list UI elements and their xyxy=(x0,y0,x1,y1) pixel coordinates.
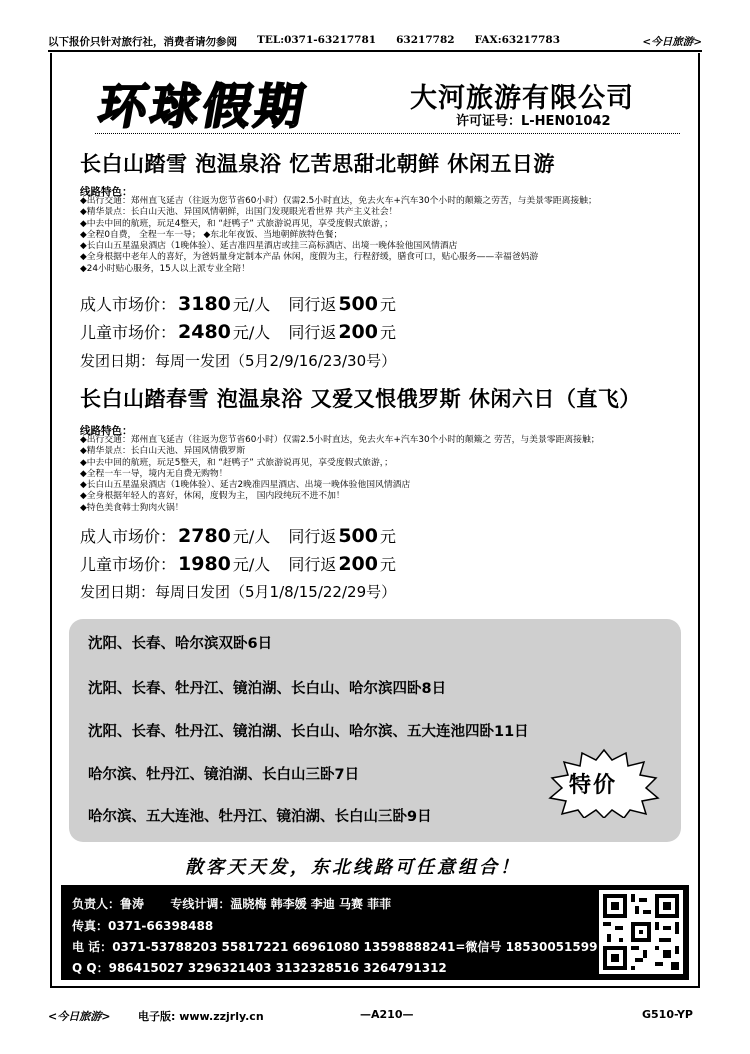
features-heading: 线路特色： xyxy=(80,425,133,437)
header-bar xyxy=(48,34,702,48)
qr-code-icon xyxy=(599,890,683,974)
feature-item: ◆出行交通：郑州直飞延吉（往返为您节省60小时）仅需2.5小时直达，免去火车+汽车30个小时的颠簸之劳苦，与美景零距离接触； xyxy=(80,196,597,206)
staff-row xyxy=(72,895,391,912)
company-name: 大河旅游有限公司 xyxy=(410,83,634,114)
contact-block xyxy=(61,885,689,980)
special-route-item: 沈阳、长春、哈尔滨双卧6日 xyxy=(88,636,273,652)
planners-label: 专线计调： xyxy=(170,897,231,911)
adult-rebate-unit: 元 xyxy=(380,527,397,546)
features-list xyxy=(80,196,597,275)
header-tel2: 63217782 xyxy=(396,34,455,46)
special-route-item: 沈阳、长春、牡丹江、镜泊湖、长白山、哈尔滨、五大连池四卧11日 xyxy=(88,724,529,740)
child-price-label: 儿童市场价： xyxy=(80,323,177,342)
child-price-value: 1980 xyxy=(178,553,231,575)
footer-tag: <今日旅游> xyxy=(48,1010,111,1023)
page-frame xyxy=(50,53,700,988)
notice-text: 以下报价只针对旅行社，消费者请勿参阅 xyxy=(48,36,237,48)
child-price-label: 儿童市场价： xyxy=(80,555,177,574)
adult-price-label: 成人市场价： xyxy=(80,527,177,546)
feature-item: ◆中去中回的航班，玩足5整天，和 “赶鸭子” 式旅游说再见，享受度假式旅游，； xyxy=(80,457,393,468)
fax-number: 0371-66398488 xyxy=(108,919,214,933)
phone-numbers: 0371-53788203 55817221 66961080 13598888241=微信号 18530051599 xyxy=(112,940,598,954)
dotted-divider xyxy=(95,133,680,134)
child-price-row xyxy=(80,320,396,343)
adult-price-unit: 元/人 xyxy=(232,527,271,546)
feature-item: ◆全程一车一导，境内无自费无购物！ xyxy=(80,468,228,479)
feature-item: ◆精华景点：长白山天池、异国风情朝鲜，出国门发现眼光看世界 共产主义社会！ xyxy=(80,207,398,218)
fax-label: 传真： xyxy=(72,919,109,933)
features-heading: 线路特色： xyxy=(80,186,133,198)
adult-rebate-value: 500 xyxy=(338,525,378,547)
feature-item: ◆全程0自费， 全程一车一导； ◆东北年夜饭、当地朝鲜族特色餐； xyxy=(80,229,343,240)
route-title: 长白山踏雪 泡温泉浴 忆苦思甜北朝鲜 休闲五日游 xyxy=(80,152,555,176)
special-route-item: 沈阳、长春、牡丹江、镜泊湖、长白山、哈尔滨四卧8日 xyxy=(88,681,447,697)
adult-price-row xyxy=(80,292,396,315)
adult-price-unit: 元/人 xyxy=(232,295,271,314)
child-rebate-value: 200 xyxy=(338,321,378,343)
adult-rebate-unit: 元 xyxy=(380,295,397,314)
child-price-unit: 元/人 xyxy=(232,555,271,574)
feature-item: ◆全身根据中老年人的喜好，为爸妈量身定制本产品 休闲，度假为主，行程舒缓，膳食可口，贴心服务——幸福爸妈游 xyxy=(80,252,539,263)
fax-row xyxy=(72,917,213,934)
manager-name: 鲁涛 xyxy=(120,897,145,911)
child-rebate-value: 200 xyxy=(338,553,378,575)
header-tag: <今日旅游> xyxy=(642,36,702,48)
feature-item: ◆出行交通：郑州直飞延吉（往返为您节省60小时）仅需2.5小时直达，免去火车+汽车30个小时的颠簸之 劳苦，与美景零距离接触； xyxy=(80,435,600,445)
phone-row xyxy=(72,938,597,955)
phone-label: 电 话： xyxy=(72,940,113,954)
header-rule xyxy=(48,50,702,52)
footer-website[interactable]: 电子版: www.zzjrly.cn xyxy=(138,1010,264,1023)
adult-price-value: 3180 xyxy=(178,293,231,315)
departure-dates: 发团日期：每周日发团（5月1/8/15/22/29号） xyxy=(80,583,397,601)
license-number: 许可证号：L-HEN01042 xyxy=(456,114,611,129)
qq-numbers: 986415027 3296321403 3132328516 3264791312 xyxy=(108,961,447,975)
qq-label: Q Q： xyxy=(72,961,109,975)
adult-price-value: 2780 xyxy=(178,525,231,547)
feature-item: ◆长白山五星温泉酒店（1晚体验）、延吉准四星酒店或挂三高标酒店、出境一晚体验他国风情酒店 xyxy=(80,241,458,252)
child-rebate-unit: 元 xyxy=(380,323,397,342)
adult-price-label: 成人市场价： xyxy=(80,295,177,314)
child-price-row xyxy=(80,552,396,575)
header-fax: FAX:63217783 xyxy=(474,34,561,46)
special-route-item: 哈尔滨、五大连池、牡丹江、镜泊湖、长白山三卧9日 xyxy=(88,809,432,825)
child-rebate-label: 同行返 xyxy=(288,555,337,574)
feature-item: ◆中去中回的航班，玩足4整天，和 “赶鸭子” 式旅游说再见，享受度假式旅游，； xyxy=(80,218,393,229)
adult-rebate-label: 同行返 xyxy=(288,295,337,314)
brand-logo: 环球假期 xyxy=(94,79,313,135)
feature-item: ◆全身根据年轻人的喜好，休闲，度假为主， 国内段纯玩不进不加！ xyxy=(80,491,345,502)
feature-item: ◆特色美食韩士狗肉火锅！ xyxy=(80,502,184,513)
special-price-badge: 特价 xyxy=(569,773,618,798)
feature-item: ◆长白山五星温泉酒店（1晚体验）、延吉2晚准四星酒店、出境一晚体验他国风情酒店 xyxy=(80,480,411,491)
feature-item: ◆24小时贴心服务，15人以上派专业全陪！ xyxy=(80,263,250,274)
header-tel: TEL:0371-63217781 xyxy=(257,34,377,46)
child-rebate-label: 同行返 xyxy=(288,323,337,342)
slogan: 散客天天发，东北线路可任意组合！ xyxy=(185,857,521,878)
departure-dates: 发团日期：每周一发团（5月2/9/16/23/30号） xyxy=(80,352,397,370)
qq-row xyxy=(72,959,447,976)
page-number: —A210— xyxy=(360,1008,414,1021)
adult-rebate-label: 同行返 xyxy=(288,527,337,546)
features-list xyxy=(80,435,600,514)
manager-label: 负责人： xyxy=(72,897,121,911)
child-price-unit: 元/人 xyxy=(232,323,271,342)
feature-item: ◆精华景点：长白山天池、异国风情俄罗斯 xyxy=(80,446,246,457)
route-title: 长白山踏春雪 泡温泉浴 又爱又恨俄罗斯 休闲六日（直飞） xyxy=(80,387,641,411)
special-route-item: 哈尔滨、牡丹江、镜泊湖、长白山三卧7日 xyxy=(88,767,360,783)
child-rebate-unit: 元 xyxy=(380,555,397,574)
issue-code: G510-YP xyxy=(642,1008,693,1021)
adult-price-row xyxy=(80,524,396,547)
planners-names: 温晓梅 韩李媛 李迪 马赛 菲菲 xyxy=(230,897,392,911)
adult-rebate-value: 500 xyxy=(338,293,378,315)
child-price-value: 2480 xyxy=(178,321,231,343)
